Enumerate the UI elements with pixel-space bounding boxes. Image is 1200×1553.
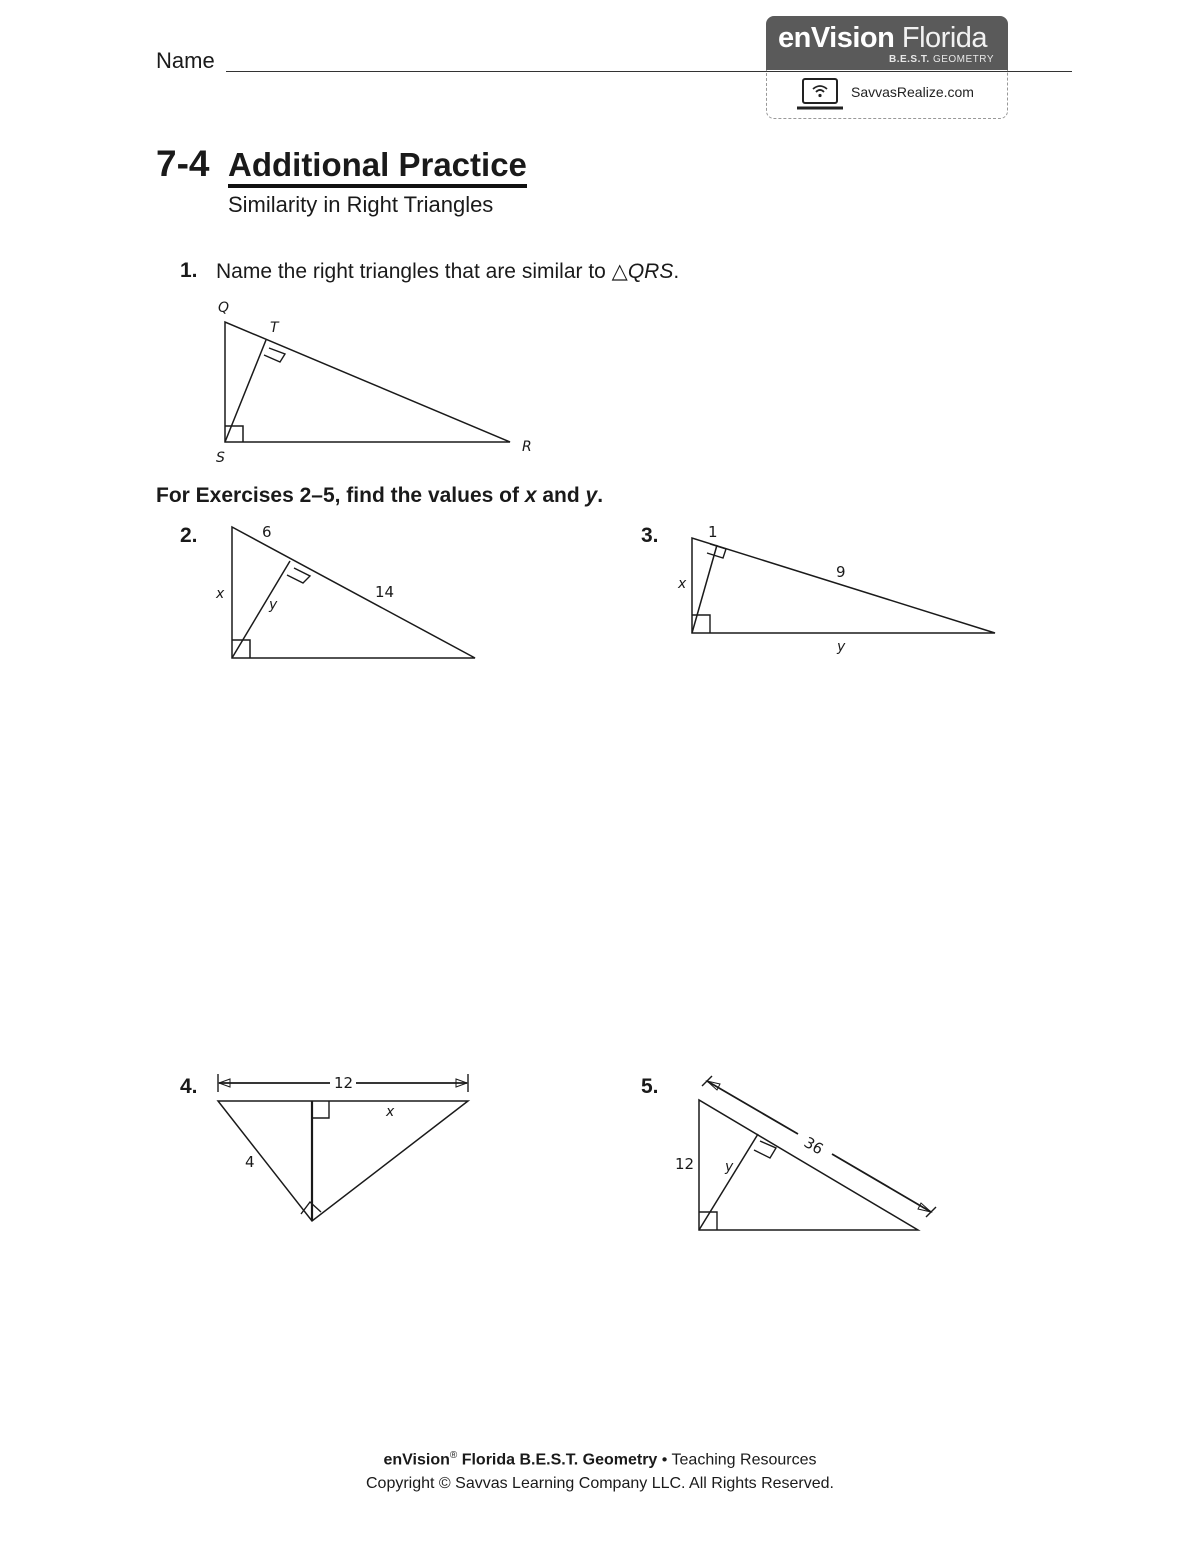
question-2-number: 2.	[180, 524, 198, 547]
figure-q3-triangle	[670, 520, 1000, 660]
q4-label-x: x	[386, 1104, 395, 1120]
question-4-number: 4.	[180, 1075, 198, 1098]
q2-label-y: y	[269, 597, 278, 613]
logo-subtitle: B.E.S.T. GEOMETRY	[888, 54, 994, 65]
q5-label-y: y	[725, 1159, 734, 1175]
figure-q5-triangle	[670, 1070, 950, 1240]
q3-label-9: 9	[836, 563, 846, 581]
q5-label-36: 36	[800, 1133, 827, 1159]
savvas-realize-badge	[766, 70, 1008, 119]
triangle-symbol: △	[611, 260, 628, 283]
lesson-subtitle: Similarity in Right Triangles	[228, 192, 494, 217]
laptop-wifi-icon	[789, 76, 849, 116]
q3-label-x: x	[678, 576, 687, 592]
footer-copyright: Copyright © Savvas Learning Company LLC. All Rights Reserved.	[365, 1475, 834, 1492]
question-1-text: Name the right triangles that are similar to △QRS.	[216, 260, 680, 283]
realize-url: SavvasRealize.com	[851, 84, 974, 100]
q3-label-1: 1	[708, 523, 718, 541]
q3-label-y: y	[837, 639, 846, 655]
figure-q2-triangle	[210, 520, 490, 670]
logo-wordmark: enVision Florida	[778, 22, 988, 54]
q4-label-4: 4	[245, 1153, 255, 1171]
envision-logo	[766, 16, 1008, 70]
q2-label-6: 6	[262, 523, 272, 541]
q2-label-x: x	[216, 586, 225, 602]
question-1-number: 1.	[180, 259, 198, 282]
q5-label-12: 12	[675, 1155, 695, 1173]
figure-q1-triangle	[210, 296, 550, 466]
question-3-number: 3.	[641, 524, 659, 547]
name-label: Name	[156, 48, 215, 73]
figure-q4-triangle	[210, 1068, 480, 1228]
label-q: Q	[218, 300, 230, 316]
lesson-title: Additional Practice	[228, 146, 527, 188]
exercise-instructions: For Exercises 2–5, find the values of x and y.	[156, 484, 604, 507]
label-t: T	[270, 320, 279, 336]
footer-title: enVision® Florida B.E.S.T. Geometry • Teaching Resources	[383, 1450, 817, 1469]
lesson-number: 7-4	[156, 143, 210, 184]
label-r: R	[522, 439, 532, 455]
q4-label-12: 12	[334, 1074, 354, 1092]
question-5-number: 5.	[641, 1075, 659, 1098]
q2-label-14: 14	[375, 583, 395, 601]
label-s: S	[216, 450, 225, 466]
